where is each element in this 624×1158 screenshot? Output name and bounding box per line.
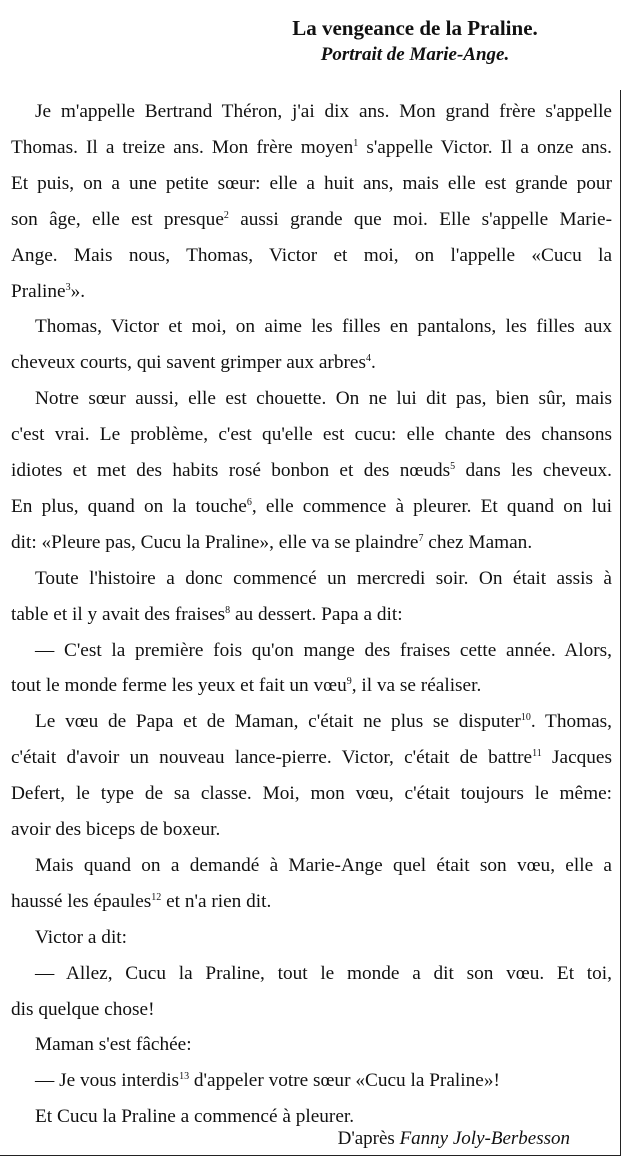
text-line bbox=[35, 633, 612, 669]
text-segment: . bbox=[370, 352, 376, 374]
footnote-marker: 12 bbox=[151, 891, 162, 903]
text-line bbox=[11, 740, 612, 776]
text-line bbox=[11, 884, 612, 920]
text-segment: son âge, elle est presque bbox=[11, 208, 224, 230]
text-segment: haussé les épaules bbox=[11, 890, 152, 912]
text-segment: Praline bbox=[11, 280, 66, 302]
text-segment: dis quelque chose! bbox=[11, 998, 155, 1020]
text-segment: — C'est la première fois qu'on mange des fraises cette année. Alors, bbox=[35, 639, 612, 661]
text-segment: idiotes et met des habits rosé bonbon et des nœuds bbox=[11, 460, 451, 481]
text-segment: — Allez, Cucu la Praline, tout le monde a dit son vœu. Et toi, bbox=[35, 962, 612, 984]
text-line bbox=[11, 668, 612, 704]
text-line bbox=[11, 130, 612, 166]
text-segment: , elle commence à pleurer. Et quand on lui bbox=[251, 495, 612, 517]
text-line bbox=[11, 776, 612, 812]
text-segment: table et il y avait des fraises bbox=[11, 603, 226, 625]
text-segment: En plus, quand on la touche bbox=[11, 495, 247, 517]
text-line bbox=[11, 812, 612, 848]
text-segment: Maman s'est fâchée: bbox=[35, 1034, 192, 1056]
text-line bbox=[35, 704, 612, 740]
text-segment: s'appelle Victor. Il a onze ans. bbox=[358, 136, 612, 158]
text-line bbox=[11, 166, 612, 202]
page-subtitle: Portrait de Marie-Ange. bbox=[320, 44, 510, 65]
text-segment: Defert, le type de sa classe. Moi, mon vœu, c'était toujours le même: bbox=[11, 783, 612, 805]
text-line bbox=[35, 561, 612, 597]
text-line bbox=[35, 1063, 612, 1099]
text-segment: Et Cucu la Praline a commencé à pleurer. bbox=[35, 1106, 355, 1128]
text-segment: Thomas, Victor et moi, on aime les filles en pantalons, les filles aux bbox=[35, 316, 612, 338]
text-segment: au dessert. Papa a dit: bbox=[230, 603, 403, 625]
text-segment: dans les cheveux. bbox=[455, 460, 612, 481]
text-segment: Je m'appelle Bertrand Théron, j'ai dix ans. Mon grand frère s'appelle bbox=[35, 101, 612, 122]
text-segment: Ange. Mais nous, Thomas, Victor et moi, on l'appelle «Cucu la bbox=[11, 244, 612, 266]
text-line bbox=[11, 238, 612, 274]
footnote-marker: 10 bbox=[520, 712, 531, 724]
text-line bbox=[11, 489, 612, 525]
text-segment: dit: «Pleure pas, Cucu la Praline», elle va se plaindre bbox=[11, 531, 419, 553]
text-segment: tout le monde ferme les yeux et fait un vœu bbox=[11, 675, 347, 697]
text-segment: ». bbox=[70, 280, 86, 302]
text-segment: Et puis, on a une petite sœur: elle a huit ans, mais elle est grande pour bbox=[11, 172, 612, 194]
footnote-marker: 2 bbox=[223, 209, 229, 221]
text-segment: Thomas. Il a treize ans. Mon frère moyen bbox=[11, 136, 354, 158]
text-segment: d'appeler votre sœur «Cucu la Praline»! bbox=[189, 1070, 500, 1092]
text-segment: c'était d'avoir un nouveau lance-pierre. Victor, c'était de battre bbox=[11, 747, 533, 769]
source-attribution bbox=[338, 1124, 570, 1154]
text-line bbox=[11, 274, 612, 310]
text-segment: avoir des biceps de boxeur. bbox=[11, 819, 221, 840]
footnote-marker: 1 bbox=[353, 137, 359, 149]
footnote-marker: 8 bbox=[225, 604, 231, 616]
text-segment: chez Maman. bbox=[423, 531, 533, 553]
footnote-marker: 4 bbox=[365, 353, 371, 365]
text-segment: Toute l'histoire a donc commencé un mercredi soir. On était assis à bbox=[35, 567, 612, 589]
text-line bbox=[11, 453, 612, 489]
text-segment: aussi grande que moi. Elle s'appelle Marie- bbox=[228, 208, 613, 230]
page-title: La vengeance de la Praline. bbox=[292, 16, 538, 40]
text-segment: cheveux courts, qui savent grimper aux arbres bbox=[11, 352, 366, 374]
footnote-marker: 7 bbox=[418, 532, 424, 544]
text-segment: Mais quand on a demandé à Marie-Ange quel était son vœu, elle a bbox=[35, 854, 612, 876]
text-segment: et n'a rien dit. bbox=[161, 890, 272, 912]
text-line bbox=[35, 1027, 612, 1063]
text-line bbox=[11, 202, 612, 238]
text-segment: Notre sœur aussi, elle est chouette. On ne lui dit pas, bien sûr, mais bbox=[35, 388, 612, 410]
footnote-marker: 5 bbox=[450, 461, 456, 472]
text-line bbox=[11, 525, 612, 561]
footnote-marker: 11 bbox=[532, 748, 542, 760]
source-author: Fanny Joly-Berbesson bbox=[399, 1128, 570, 1149]
text-line bbox=[35, 94, 612, 130]
text-line bbox=[35, 309, 612, 345]
text-segment: Le vœu de Papa et de Maman, c'était ne plus se disputer bbox=[35, 711, 521, 733]
text-line bbox=[35, 956, 612, 992]
text-line bbox=[11, 992, 612, 1028]
text-segment: — Je vous interdis bbox=[35, 1070, 180, 1092]
text-segment: , il va se réaliser. bbox=[351, 675, 482, 697]
text-line bbox=[35, 920, 612, 956]
text-segment: c'est vrai. Le problème, c'est qu'elle est cucu: elle chante des chansons bbox=[11, 424, 612, 446]
footnote-marker: 3 bbox=[65, 281, 71, 293]
text-line bbox=[11, 345, 612, 381]
text-frame bbox=[0, 90, 621, 1156]
footnote-marker: 9 bbox=[346, 676, 352, 688]
text-line bbox=[11, 417, 612, 453]
footnote-marker: 6 bbox=[246, 496, 252, 508]
text-line bbox=[11, 597, 612, 633]
footnote-marker: 13 bbox=[179, 1071, 190, 1083]
text-line bbox=[35, 381, 612, 417]
source-prefix: D'après bbox=[337, 1128, 400, 1149]
text-line bbox=[35, 848, 612, 884]
text-segment: . Thomas, bbox=[530, 711, 612, 733]
text-segment: Jacques bbox=[541, 747, 612, 769]
text-segment: Victor a dit: bbox=[35, 926, 128, 948]
